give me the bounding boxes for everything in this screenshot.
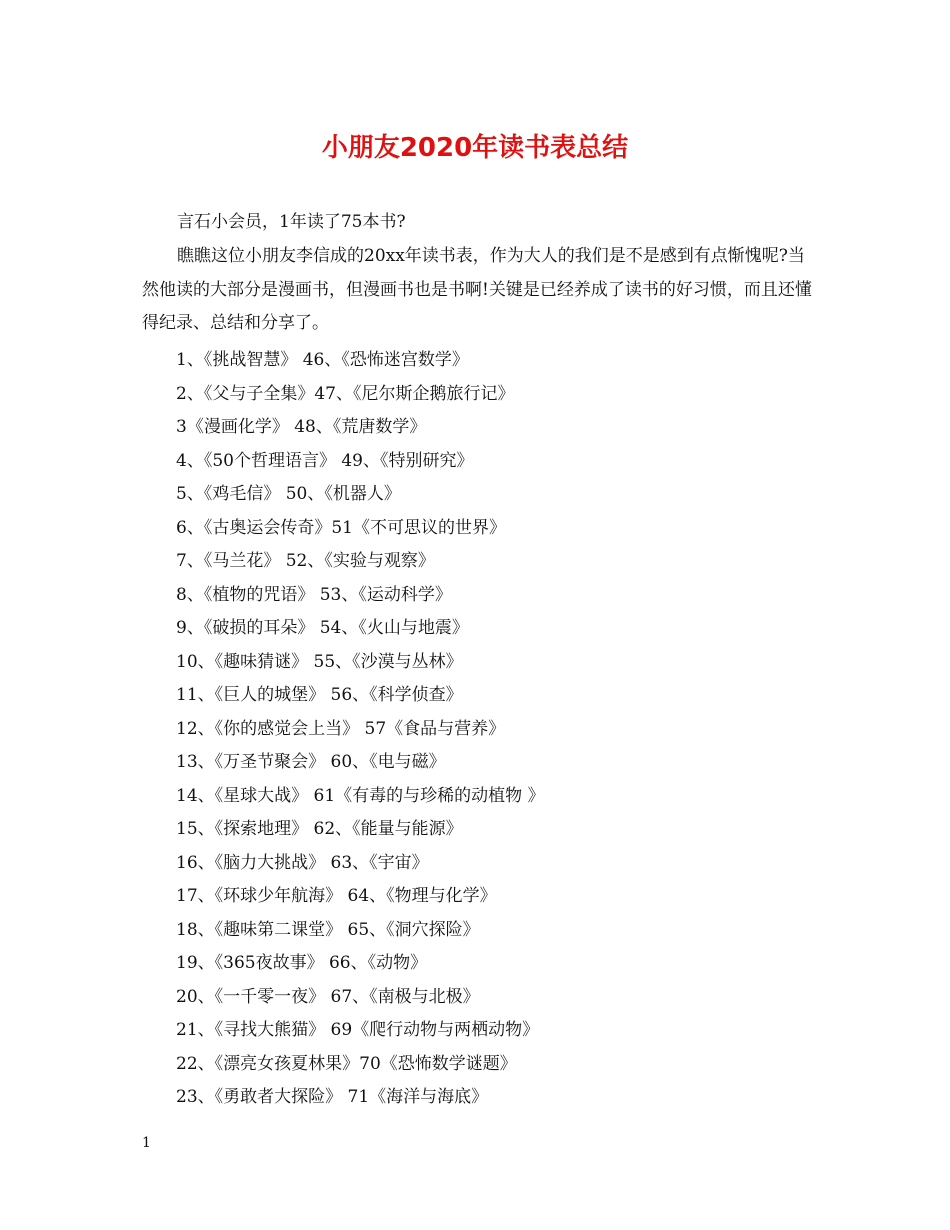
book-list-item: 7、《马兰花》 52、《实验与观察》 <box>176 551 435 571</box>
intro-body <box>142 240 814 341</box>
book-list-item: 18、《趣味第二课堂》 65、《洞穴探险》 <box>176 919 480 940</box>
book-list-item: 3《漫画化学》 48、《荒唐数学》 <box>176 417 427 437</box>
book-list-item: 21、《寻找大熊猫》 69《爬行动物与两栖动物》 <box>176 1020 540 1040</box>
book-list-item: 8、《植物的咒语》 53、《运动科学》 <box>176 584 452 605</box>
book-list-item: 12、《你的感觉会上当》 57《食品与营养》 <box>176 718 506 739</box>
page-number: 1 <box>142 1135 151 1151</box>
intro-paragraph-2: 瞧瞧这位小朋友李信成的20xx年读书表，作为大人的我们是不是感到有点惭愧呢?当然他读的大部分是漫画书，但漫画书也是书啊!关键是已经养成了读书的好习惯，而且还懂得纪录、总结和分享了。 <box>142 246 812 333</box>
book-list-item: 17、《环球少年航海》 64、《物理与化学》 <box>176 886 497 906</box>
book-list-item: 2、《父与子全集》47、《尼尔斯企鹅旅行记》 <box>176 383 515 404</box>
book-list-item: 1、《挑战智慧》 46、《恐怖迷宫数学》 <box>176 350 469 370</box>
book-list-item: 15、《探索地理》 62、《能量与能源》 <box>176 819 463 839</box>
book-list-item: 10、《趣味猜谜》 55、《沙漠与丛林》 <box>176 651 463 672</box>
book-list-item: 22、《漂亮女孩夏林果》70《恐怖数学谜题》 <box>176 1053 517 1074</box>
book-list-item: 6、《古奥运会传奇》51《不可思议的世界》 <box>176 517 506 538</box>
book-list-item: 19、《365夜故事》 66、《动物》 <box>176 953 428 973</box>
book-list-item: 14、《星球大战》 61《有毒的与珍稀的动植物 》 <box>176 785 545 806</box>
intro-paragraph-1: 言石小会员，1年读了75本书? <box>177 212 406 232</box>
book-list-item: 9、《破损的耳朵》 54、《火山与地震》 <box>176 618 469 638</box>
intro-line <box>142 206 814 240</box>
page-title: 小朋友2020年读书表总结 <box>321 133 629 163</box>
book-list-item: 5、《鸡毛信》 50、《机器人》 <box>176 484 401 504</box>
book-list-item: 20、《一千零一夜》 67、《南极与北极》 <box>176 986 480 1007</box>
book-list-item: 4、《50个哲理语言》 49、《特别研究》 <box>176 450 474 471</box>
book-list-item: 13、《万圣节聚会》 60、《电与磁》 <box>176 752 446 772</box>
book-list-item: 11、《巨人的城堡》 56、《科学侦查》 <box>176 685 463 705</box>
book-list-item: 16、《脑力大挑战》 63、《宇宙》 <box>176 852 429 873</box>
book-list-item: 23、《勇敢者大探险》 71《海洋与海底》 <box>176 1087 489 1107</box>
book-list <box>176 344 816 1115</box>
